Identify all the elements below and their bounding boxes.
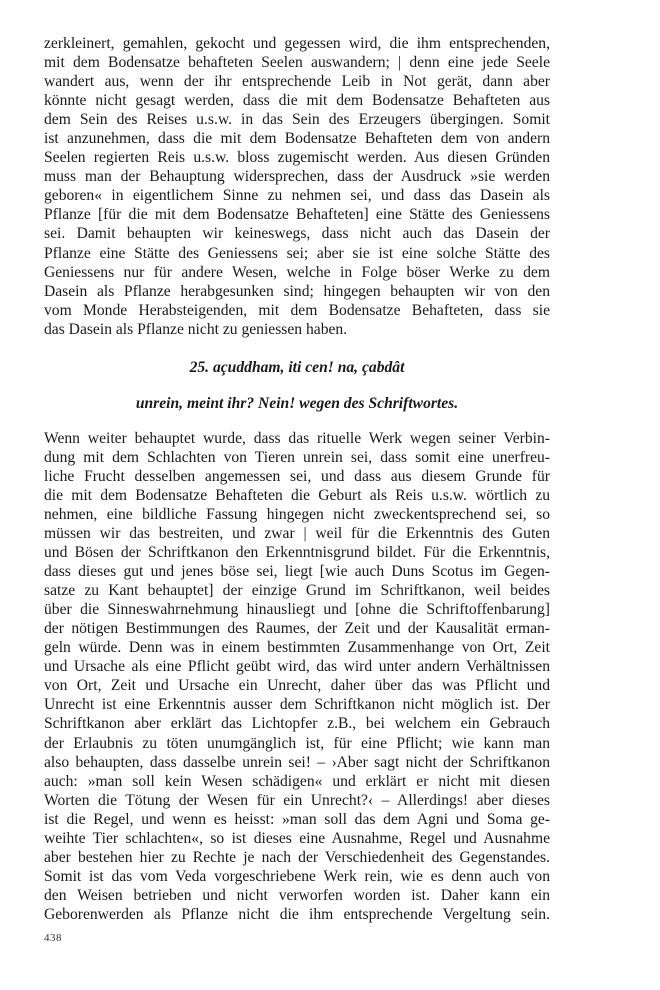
text-line: und Bösen der Schriftkanon den Erkenntnisgrund bildet. Für die Erkenntnis, xyxy=(44,544,550,562)
text-line: Seelen regierten Reis u.s.w. bloss zugemischt werden. Aus diesen Gründen xyxy=(44,149,550,167)
text-line: nehmen, eine bildliche Fassung hingegen nicht zweckentsprechend sei, so xyxy=(44,505,550,523)
sutra-german-translation: unrein, meint ihr? Nein! wegen des Schriftwortes. xyxy=(135,394,459,412)
text-line: Geniessens nur für andere Wesen, welche in Folge böser Werke zu dem xyxy=(44,263,550,281)
text-line: den Weisen betrieben und nicht verworfen worden ist. Daher kann ein xyxy=(44,886,550,904)
text-line: müssen wir das bestreiten, und zwar | weil für die Erkenntnis des Guten xyxy=(44,524,550,542)
text-line: auch: »man soll kein Wesen schädigen« und erklärt er nicht mit diesen xyxy=(44,772,550,790)
text-line: Somit ist das vom Veda vorgeschriebene Werk rein, wie es denn auch von xyxy=(44,867,550,885)
text-line: Wenn weiter behauptet wurde, dass das rituelle Werk wegen seiner Verbin- xyxy=(44,429,550,447)
text-line: Dasein als Pflanze herabgesunken sind; hingegen behaupten wir von den xyxy=(44,282,550,300)
text-line: vom Monde Herabsteigenden, mit dem Bodensatze Behafteten, dass sie xyxy=(44,301,550,319)
text-line: mit dem Bodensatze behafteten Seelen auswandern; | denn eine jede Seele xyxy=(44,54,550,72)
text-line: weihte Tier schlachten«, so ist dieses eine Ausnahme, Regel und Ausnahme xyxy=(44,829,550,847)
text-line: Unrecht ist eine Erkenntnis ausser dem Schriftkanon nicht möglich ist. Der xyxy=(44,696,550,714)
text-line: das Dasein als Pflanze nicht zu geniessen haben. xyxy=(44,320,348,338)
text-line: könnte nicht gesagt werden, dass die mit dem Bodensatze Behafteten aus xyxy=(44,92,550,110)
text-line: sei. Damit behaupten wir keineswegs, dass nicht auch das Dasein der xyxy=(44,225,550,243)
text-line: geboren« in eigentlichem Sinne zu nehmen sei, und dass das Dasein als xyxy=(44,187,550,205)
text-line: satze zu Kant behauptet] der einzige Grund im Schriftkanon, weil beides xyxy=(44,582,550,600)
text-line: dung mit dem Schlachten von Tieren unrein sei, dass somit eine unerfreu- xyxy=(44,448,550,466)
text-line: Pflanze eine Stätte des Geniessens sei; aber sie ist eine solche Stätte des xyxy=(44,244,550,262)
text-line: Pflanze [für die mit dem Bodensatze Behafteten] eine Stätte des Geniessens xyxy=(44,206,550,224)
text-line: liche Frucht desselben angemessen sei, und dass aus diesem Grunde für xyxy=(44,467,550,485)
text-line: wandert aus, wenn der ihr entsprechende Leib in Not gerät, dann aber xyxy=(44,73,550,91)
text-line: geln würde. Denn was in einem bestimmten Zusammenhange von Ort, Zeit xyxy=(44,639,550,657)
text-line: der Erlaubnis zu töten unumgänglich ist, für eine Pflicht; wie kann man xyxy=(44,734,550,752)
text-line: zerkleinert, gemahlen, gekocht und gegessen wird, die ihm entsprechenden, xyxy=(44,35,550,52)
text-line: Geborenwerden als Pflanze nicht die ihm entsprechende Vergeltung sein. xyxy=(44,905,550,923)
text-line: Schriftkanon aber erklärt das Lichtopfer z.B., bei welchem ein Gebrauch xyxy=(44,715,550,733)
text-line: dem Sein des Reises u.s.w. in das Sein des Erzeugers übergingen. Somit xyxy=(44,111,550,129)
text-line: aber bestehen hier zu Rechte je nach der Verschiedenheit des Gegenstandes. xyxy=(44,848,550,866)
text-line: der nötigen Bestimmungen des Raumes, der Zeit und der Kausalität erman- xyxy=(44,620,550,638)
text-line: ist die Regel, und wenn es heisst: »man soll das dem Agni und Soma ge- xyxy=(44,810,550,828)
paragraph-2 xyxy=(44,429,550,924)
paragraph-1 xyxy=(44,34,550,339)
text-line: Worten die Tötung der Wesen für ein Unrecht?‹ – Allerdings! aber dieses xyxy=(44,791,550,809)
text-line: und Ursache als eine Pflicht geübt wird, das wird unter andern Verhältnissen xyxy=(44,658,550,676)
text-line: über die Sinneswahrnehmung hinausliegt und [ohne die Schriftoffenbarung] xyxy=(44,601,550,619)
page-number: 438 xyxy=(44,932,62,944)
sutra-sanskrit-heading: 25. açuddham, iti cen! na, çabdât xyxy=(189,358,405,376)
text-line: ist anzunehmen, dass die mit dem Bodensatze Behafteten dem von andern xyxy=(44,130,550,148)
text-line: dass dieses gut und jenes böse sei, liegt [wie auch Duns Scotus im Gegen- xyxy=(44,563,550,581)
text-line: die mit dem Bodensatze Behafteten die Geburt als Reis u.s.w. wörtlich zu xyxy=(44,486,550,504)
page-body xyxy=(44,34,550,924)
text-line: also behaupten, dass dasselbe unrein sei! – ›Aber sagt nicht der Schriftkanon xyxy=(44,753,550,771)
text-line: muss man der Behauptung widersprechen, dass der Ausdruck »sie werden xyxy=(44,168,550,186)
text-line: von Ort, Zeit und Ursache ein Unrecht, daher über das was Pflicht und xyxy=(44,677,550,695)
